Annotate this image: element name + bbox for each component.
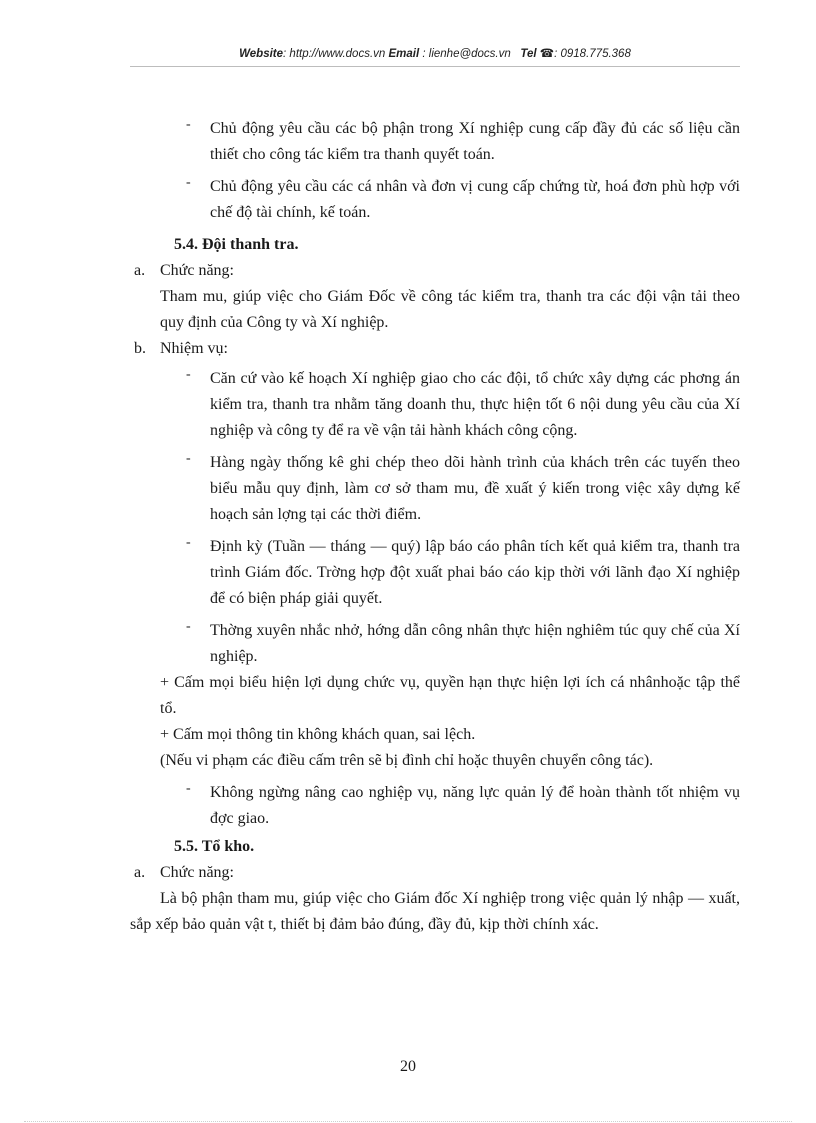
- email-label: Email: [388, 48, 420, 60]
- subsection-label: Nhiệm vụ:: [160, 340, 228, 357]
- email-value: : lienhe@docs.vn: [419, 48, 511, 60]
- bullet-text: Chủ động yêu cầu các cá nhân và đơn vị cung cấp chứng từ, hoá đơn phù hợp với chế độ tài chính, kế toán.: [210, 178, 740, 221]
- bullet-text: Hàng ngày thống kê ghi chép theo dõi hành trình của khách trên các tuyến theo biểu mẫu quy định, làm cơ sở tham mu, đề xuất ý kiến trong việc xây dựng kế hoạch sản lợng tại các thời điểm.: [210, 454, 740, 523]
- bullet-item: [130, 174, 740, 226]
- violation-note: (Nếu vi phạm các điều cấm trên sẽ bị đình chỉ hoặc thuyên chuyển công tác).: [160, 752, 654, 769]
- dash-marker: -: [186, 175, 191, 190]
- dash-marker: -: [186, 367, 191, 382]
- dash-marker: -: [186, 535, 191, 550]
- bullet-text: Chủ động yêu cầu các bộ phận trong Xí nghiệp cung cấp đầy đủ các số liệu cần thiết cho công tác kiểm tra thanh quyết toán.: [210, 120, 740, 163]
- dash-marker: -: [186, 619, 191, 634]
- dash-marker: -: [186, 117, 191, 132]
- list-marker: a.: [134, 864, 146, 881]
- list-marker: b.: [134, 340, 146, 357]
- bullet-item: [130, 618, 740, 670]
- prohibition-line: + Cấm mọi thông tin không khách quan, sai lệch.: [160, 726, 476, 743]
- paragraph: Tham mu, giúp việc cho Giám Đốc về công tác kiểm tra, thanh tra các đội vận tải theo quy định của Công ty và Xí nghiệp.: [160, 288, 740, 331]
- subsection-b: [130, 336, 740, 362]
- tel-label: Tel: [520, 48, 537, 60]
- bullet-text: Không ngừng nâng cao nghiệp vụ, năng lực quản lý để hoàn thành tốt nhiệm vụ đợc giao.: [210, 784, 740, 827]
- section-heading-5-4: 5.4. Đội thanh tra.: [174, 236, 299, 253]
- page-header: [130, 46, 740, 60]
- subsection-label: Chức năng:: [160, 262, 234, 279]
- page-number: 20: [400, 1058, 416, 1075]
- footer-divider: [24, 1121, 792, 1122]
- dash-marker: -: [186, 451, 191, 466]
- website-label: Website: [239, 48, 284, 60]
- prohibition-line: + Cấm mọi biểu hiện lợi dụng chức vụ, quyền hạn thực hiện lợi ích cá nhânhoặc tập thể tổ.: [160, 674, 740, 717]
- bullet-text: Định kỳ (Tuần — tháng — quý) lập báo cáo phân tích kết quả kiểm tra, thanh tra trình Giám đốc. Trờng hợp đột xuất phai báo cáo kịp thời với lãnh đạo Xí nghiệp để có biện pháp giải quyết.: [210, 538, 740, 607]
- bullet-item: [130, 450, 740, 528]
- bullet-text: Thờng xuyên nhắc nhở, hớng dẫn công nhân thực hiện nghiêm túc quy chế của Xí nghiệp.: [210, 622, 740, 665]
- subsection-label: Chức năng:: [160, 864, 234, 881]
- paragraph: Là bộ phận tham mu, giúp việc cho Giám đốc Xí nghiệp trong việc quản lý nhập — xuất, sắp xếp bảo quản vật t, thiết bị đảm bảo đúng, đầy đủ, kịp thời chính xác.: [130, 890, 740, 933]
- bullet-text: Căn cứ vào kế hoạch Xí nghiệp giao cho các đội, tổ chức xây dựng các phơng án kiểm tra, thanh tra nhằm tăng doanh thu, thực hiện tốt 6 nội dung yêu cầu của Xí nghiệp và công ty để ra về vận tải hành khách công cộng.: [210, 370, 740, 439]
- section-heading-5-5: 5.5. Tổ kho.: [174, 838, 255, 855]
- bullet-item: [130, 366, 740, 444]
- bullet-item: [130, 534, 740, 612]
- bullet-item: [130, 116, 740, 168]
- list-marker: a.: [134, 262, 146, 279]
- document-body: [130, 116, 740, 938]
- phone-icon: ☎: [539, 48, 555, 60]
- tel-value: : 0918.775.368: [554, 48, 631, 60]
- bullet-item: [130, 780, 740, 832]
- header-divider: [130, 66, 740, 67]
- website-value: : http://www.docs.vn: [283, 48, 386, 60]
- dash-marker: -: [186, 781, 191, 796]
- subsection-a: [130, 258, 740, 284]
- subsection-a: [130, 860, 740, 886]
